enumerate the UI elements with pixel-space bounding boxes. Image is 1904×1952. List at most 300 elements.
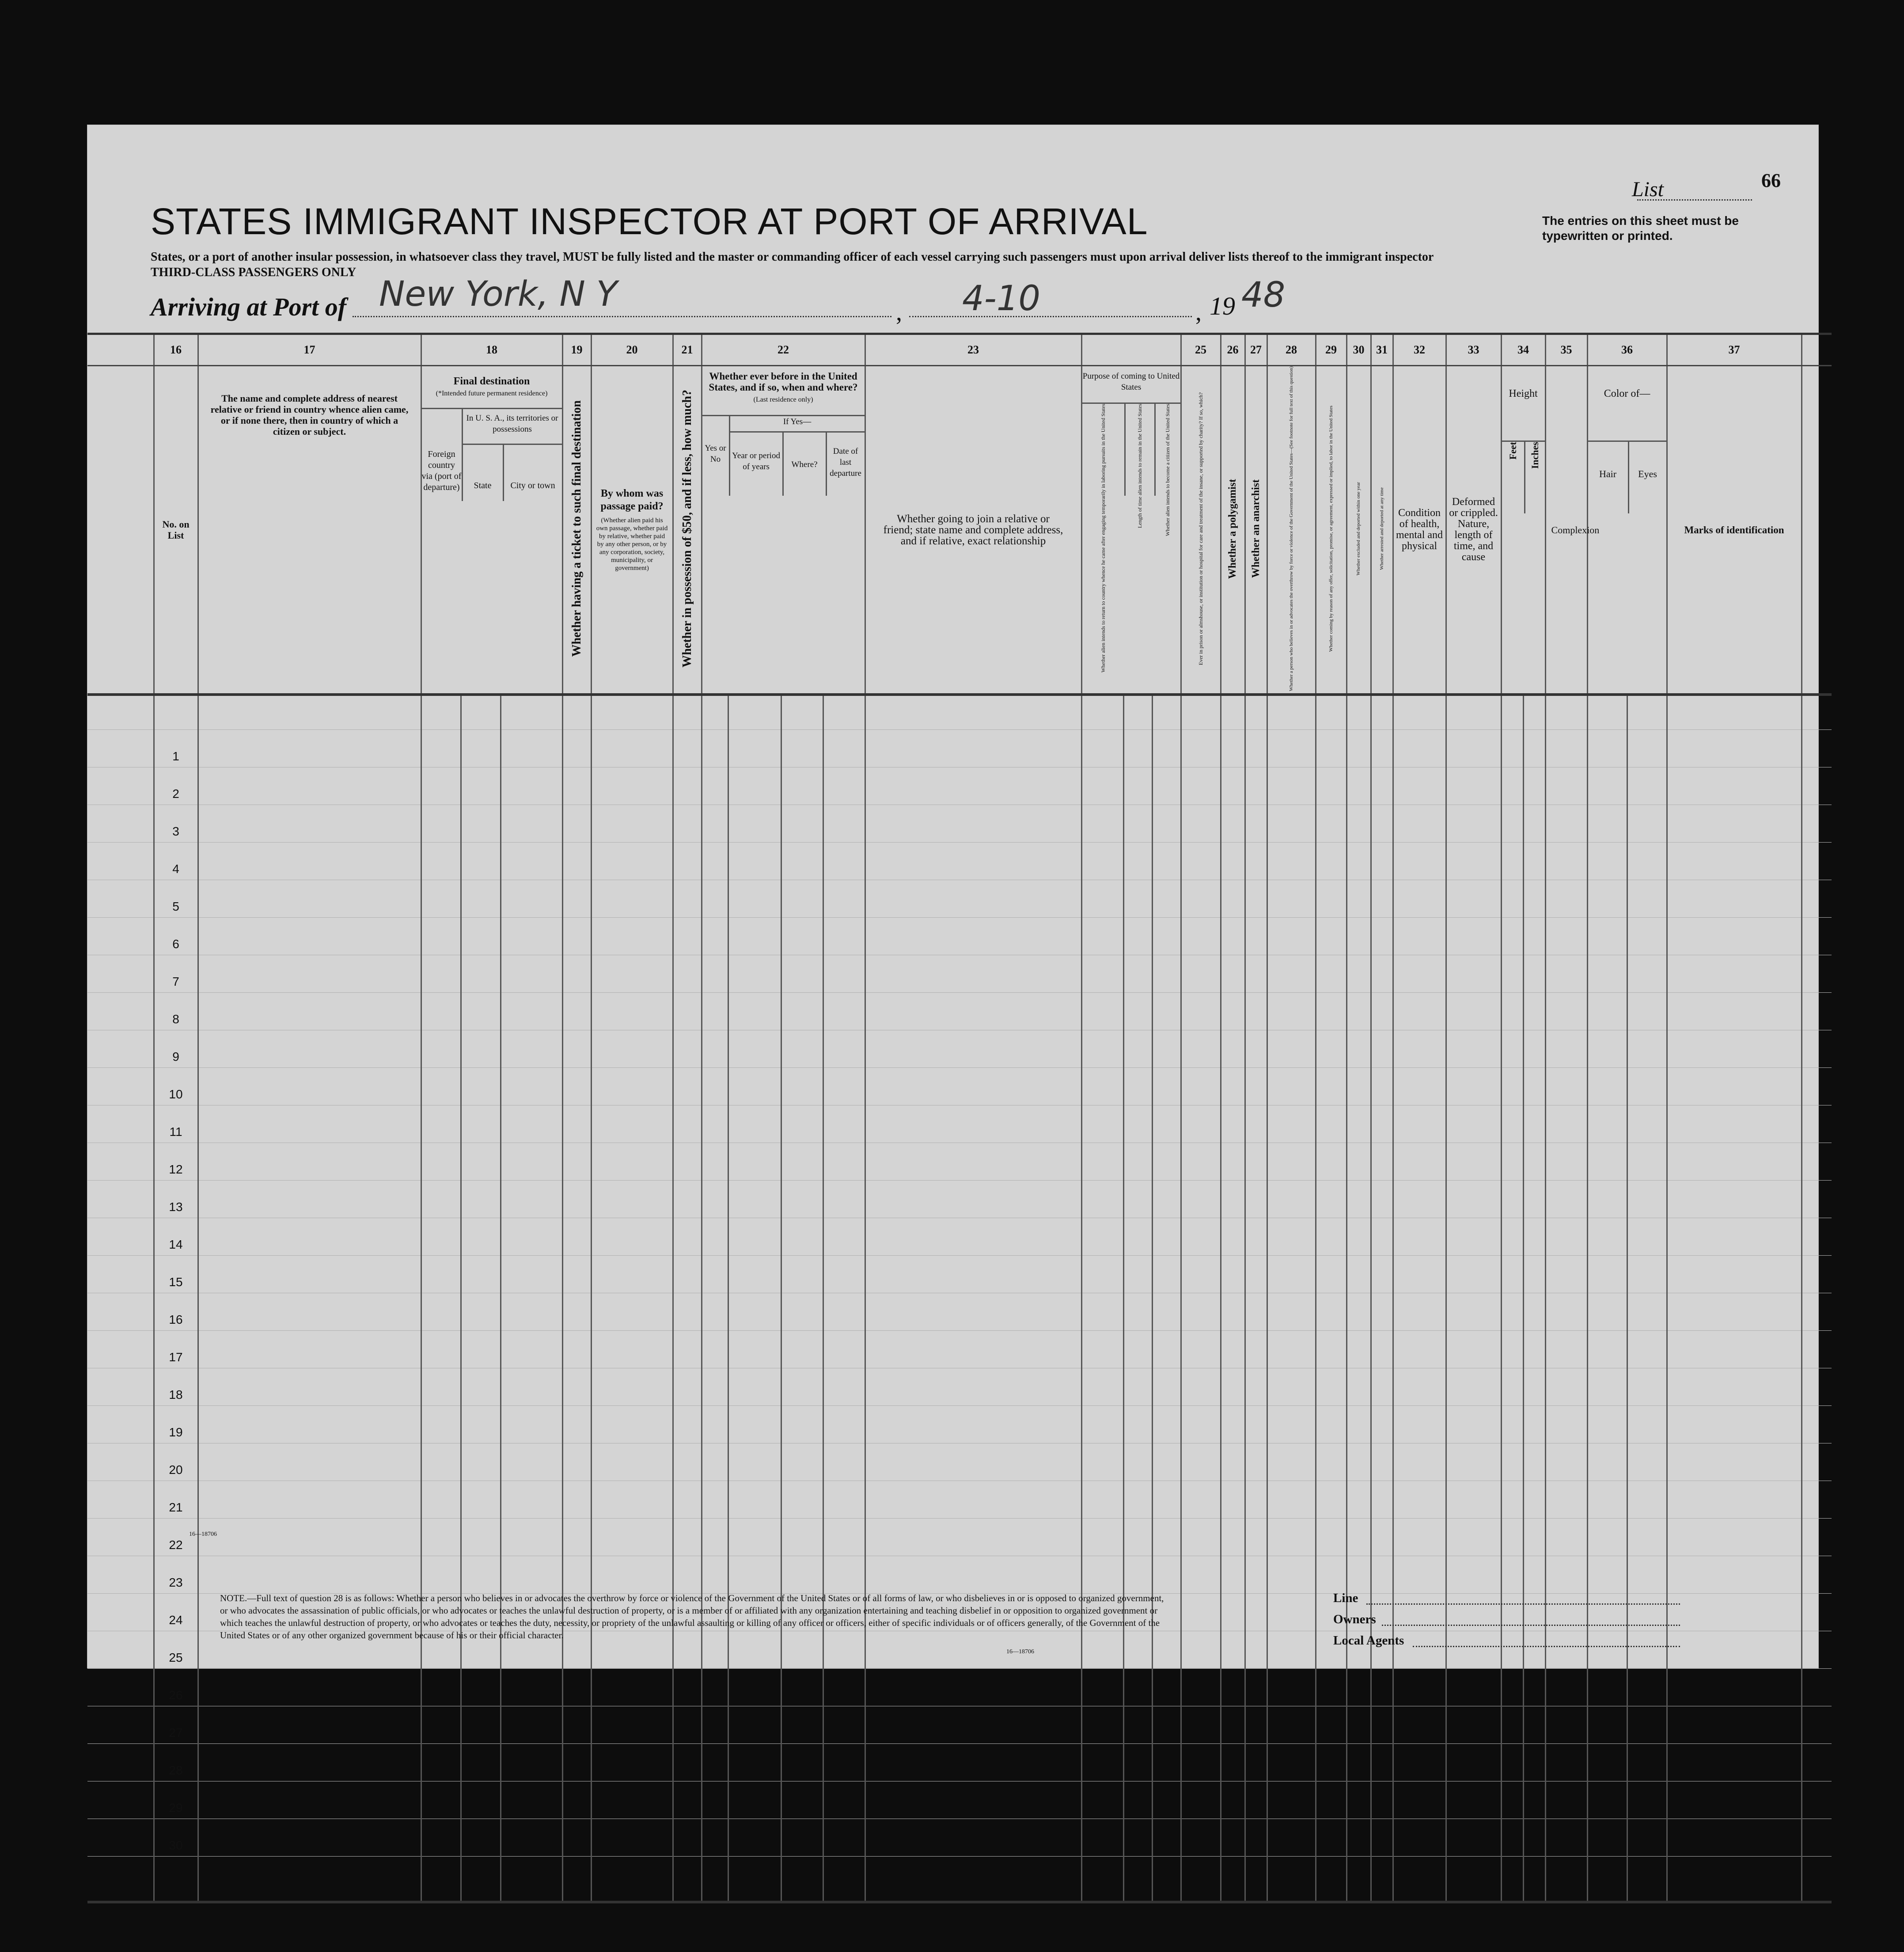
row-number: 12 bbox=[154, 1143, 198, 1181]
spacer-row bbox=[87, 695, 1832, 730]
row-number: 17 bbox=[154, 1331, 198, 1368]
table-cell bbox=[1545, 730, 1587, 767]
table-cell bbox=[1181, 918, 1221, 955]
table-cell bbox=[1181, 1819, 1221, 1857]
table-cell bbox=[1181, 805, 1221, 843]
table-cell bbox=[673, 1519, 702, 1556]
hdr-final-destination bbox=[422, 366, 562, 409]
table-cell bbox=[1371, 695, 1393, 730]
table-cell bbox=[1081, 1744, 1123, 1781]
table-cell bbox=[1123, 1857, 1152, 1903]
table-cell bbox=[1501, 1706, 1523, 1744]
table-cell bbox=[1152, 1406, 1181, 1443]
table-cell bbox=[1523, 1481, 1545, 1519]
table-cell bbox=[1221, 1030, 1245, 1068]
table-cell bbox=[1545, 1706, 1587, 1744]
table-cell bbox=[781, 1368, 823, 1406]
table-cell bbox=[1446, 1519, 1501, 1556]
table-cell bbox=[781, 1406, 823, 1443]
table-cell bbox=[728, 1331, 781, 1368]
table-cell bbox=[1627, 1068, 1667, 1105]
table-cell bbox=[728, 1481, 781, 1519]
table-cell bbox=[673, 1819, 702, 1857]
table-cell bbox=[1802, 1706, 1832, 1744]
table-cell bbox=[1181, 993, 1221, 1030]
table-cell bbox=[1523, 1669, 1545, 1706]
table-cell bbox=[781, 1819, 823, 1857]
table-cell bbox=[823, 1706, 865, 1744]
table-cell bbox=[421, 1218, 461, 1256]
table-cell bbox=[1346, 767, 1371, 805]
manifest-table bbox=[87, 333, 1832, 1903]
table-cell bbox=[1316, 1406, 1346, 1443]
table-cell bbox=[1802, 1819, 1832, 1857]
table-cell bbox=[591, 1556, 673, 1594]
table-cell bbox=[461, 1368, 501, 1406]
table-cell bbox=[562, 843, 591, 880]
table-cell bbox=[1081, 1781, 1123, 1819]
table-cell bbox=[1587, 1631, 1627, 1669]
table-cell bbox=[1545, 1819, 1587, 1857]
table-cell bbox=[198, 1519, 421, 1556]
table-cell bbox=[823, 1781, 865, 1819]
table-cell bbox=[1523, 695, 1545, 730]
table-cell bbox=[1123, 730, 1152, 767]
table-cell bbox=[591, 1218, 673, 1256]
table-cell bbox=[154, 1857, 198, 1903]
table-cell bbox=[1446, 1105, 1501, 1143]
table-cell bbox=[1501, 918, 1523, 955]
table-cell bbox=[1346, 1030, 1371, 1068]
table-cell bbox=[421, 1819, 461, 1857]
table-cell bbox=[461, 1030, 501, 1068]
table-cell bbox=[1267, 918, 1316, 955]
table-cell bbox=[1802, 767, 1832, 805]
table-cell bbox=[1152, 1068, 1181, 1105]
table-cell bbox=[728, 1857, 781, 1903]
table-cell bbox=[823, 1256, 865, 1293]
table-cell bbox=[1152, 1143, 1181, 1181]
table-cell bbox=[198, 1293, 421, 1331]
table-cell bbox=[1802, 1631, 1832, 1669]
table-cell bbox=[1587, 1519, 1627, 1556]
table-cell bbox=[865, 1556, 1081, 1594]
table-cell bbox=[461, 695, 501, 730]
table-cell bbox=[1501, 880, 1523, 918]
table-cell bbox=[728, 805, 781, 843]
table-row bbox=[87, 1706, 1832, 1744]
hdr-purpose-length: Length of time alien intends to remain in the United States bbox=[1136, 404, 1143, 528]
table-cell bbox=[501, 695, 562, 730]
row-number: 1 bbox=[154, 730, 198, 767]
table-cell bbox=[823, 1293, 865, 1331]
table-cell bbox=[562, 955, 591, 993]
table-cell bbox=[1501, 1781, 1523, 1819]
table-cell bbox=[823, 1331, 865, 1368]
table-cell bbox=[1267, 1443, 1316, 1481]
table-cell bbox=[1267, 1143, 1316, 1181]
table-cell bbox=[1802, 1857, 1832, 1903]
table-cell bbox=[1393, 1744, 1446, 1781]
table-cell bbox=[198, 955, 421, 993]
table-cell bbox=[1245, 843, 1267, 880]
table-cell bbox=[673, 1481, 702, 1519]
table-cell bbox=[1371, 1443, 1393, 1481]
table-cell bbox=[1393, 1669, 1446, 1706]
table-cell bbox=[1501, 1406, 1523, 1443]
table-cell bbox=[1267, 1181, 1316, 1218]
table-cell bbox=[501, 918, 562, 955]
table-cell bbox=[198, 695, 421, 730]
table-cell bbox=[1446, 1293, 1501, 1331]
table-cell bbox=[1123, 805, 1152, 843]
table-row bbox=[87, 1181, 1832, 1218]
table-cell bbox=[87, 1819, 154, 1857]
table-cell bbox=[501, 1181, 562, 1218]
table-cell bbox=[1545, 1143, 1587, 1181]
entries-note: The entries on this sheet must be typewritten or printed. bbox=[1542, 214, 1739, 243]
table-cell bbox=[1393, 955, 1446, 993]
table-cell bbox=[1371, 1256, 1393, 1293]
table-cell bbox=[1152, 805, 1181, 843]
table-cell bbox=[865, 1706, 1081, 1744]
hdr-q30: Whether excluded and deported within one year bbox=[1356, 482, 1362, 576]
final-destination-note: (*Intended future permanent residence) bbox=[436, 390, 548, 397]
table-cell bbox=[87, 1105, 154, 1143]
table-cell bbox=[865, 1781, 1081, 1819]
table-cell bbox=[1152, 1706, 1181, 1744]
table-cell bbox=[87, 1857, 154, 1903]
table-cell bbox=[1081, 1519, 1123, 1556]
table-cell bbox=[1267, 993, 1316, 1030]
table-cell bbox=[1802, 1293, 1832, 1331]
table-cell bbox=[562, 1744, 591, 1781]
table-cell bbox=[1081, 730, 1123, 767]
table-cell bbox=[1627, 695, 1667, 730]
table-cell bbox=[781, 1218, 823, 1256]
table-cell bbox=[1267, 1481, 1316, 1519]
table-cell bbox=[1245, 1406, 1267, 1443]
table-cell bbox=[1371, 1744, 1393, 1781]
hdr-inches: Inches bbox=[1529, 442, 1541, 469]
table-cell bbox=[1545, 1781, 1587, 1819]
table-cell bbox=[865, 1406, 1081, 1443]
table-cell bbox=[1152, 1181, 1181, 1218]
table-cell bbox=[673, 993, 702, 1030]
table-cell bbox=[1371, 1143, 1393, 1181]
table-cell bbox=[1316, 805, 1346, 843]
table-cell bbox=[87, 1781, 154, 1819]
table-cell bbox=[461, 1218, 501, 1256]
table-cell bbox=[461, 955, 501, 993]
table-cell bbox=[591, 1744, 673, 1781]
table-cell bbox=[865, 1218, 1081, 1256]
table-cell bbox=[1123, 1218, 1152, 1256]
table-cell bbox=[1587, 918, 1627, 955]
table-cell bbox=[1123, 1556, 1152, 1594]
table-cell bbox=[1393, 1143, 1446, 1181]
table-cell bbox=[461, 918, 501, 955]
table-cell bbox=[823, 767, 865, 805]
table-cell bbox=[1123, 1368, 1152, 1406]
table-cell bbox=[1627, 1105, 1667, 1143]
table-cell bbox=[1446, 1556, 1501, 1594]
table-cell bbox=[781, 1706, 823, 1744]
table-cell bbox=[1316, 1519, 1346, 1556]
hdr-state: State bbox=[474, 481, 492, 490]
table-cell bbox=[501, 1781, 562, 1819]
table-cell bbox=[1245, 1181, 1267, 1218]
table-cell bbox=[1545, 1443, 1587, 1481]
table-cell bbox=[1446, 1744, 1501, 1781]
table-cell bbox=[1446, 1030, 1501, 1068]
table-cell bbox=[1267, 1556, 1316, 1594]
table-cell bbox=[87, 1443, 154, 1481]
row-number: 27 bbox=[154, 1706, 198, 1744]
table-cell bbox=[1667, 843, 1802, 880]
table-cell bbox=[1081, 1368, 1123, 1406]
table-cell bbox=[1346, 1256, 1371, 1293]
table-cell bbox=[1081, 805, 1123, 843]
list-number: 66 bbox=[1761, 170, 1781, 191]
table-cell bbox=[198, 1706, 421, 1744]
hdr-condition: Condition of health, mental and physical bbox=[1393, 366, 1446, 695]
table-cell bbox=[198, 1443, 421, 1481]
table-cell bbox=[1267, 1293, 1316, 1331]
table-row bbox=[87, 1481, 1832, 1519]
note-form-number: 16—18706 bbox=[1006, 1648, 1034, 1655]
table-cell bbox=[591, 1443, 673, 1481]
table-cell bbox=[1316, 1443, 1346, 1481]
table-cell bbox=[1523, 1256, 1545, 1293]
table-cell bbox=[728, 1368, 781, 1406]
table-cell bbox=[421, 695, 461, 730]
table-cell bbox=[1181, 1293, 1221, 1331]
table-row bbox=[87, 993, 1832, 1030]
table-cell bbox=[823, 1857, 865, 1903]
table-cell bbox=[154, 695, 198, 730]
table-cell bbox=[865, 1181, 1081, 1218]
table-cell bbox=[673, 1744, 702, 1781]
table-cell bbox=[1501, 1519, 1523, 1556]
table-cell bbox=[1667, 1706, 1802, 1744]
table-cell bbox=[673, 1556, 702, 1594]
table-cell bbox=[865, 730, 1081, 767]
table-cell bbox=[461, 843, 501, 880]
table-cell bbox=[1371, 767, 1393, 805]
year-handwritten: 48 bbox=[1241, 275, 1286, 315]
table-cell bbox=[1523, 730, 1545, 767]
table-row bbox=[87, 1744, 1832, 1781]
table-cell bbox=[865, 1331, 1081, 1368]
table-cell bbox=[1316, 843, 1346, 880]
table-cell bbox=[1267, 1594, 1316, 1631]
table-cell bbox=[1802, 1331, 1832, 1368]
table-cell bbox=[1667, 1556, 1802, 1594]
table-cell bbox=[501, 1143, 562, 1181]
table-cell bbox=[1245, 1556, 1267, 1594]
table-cell bbox=[1316, 767, 1346, 805]
table-cell bbox=[823, 1819, 865, 1857]
table-cell bbox=[1446, 1706, 1501, 1744]
table-cell bbox=[591, 1105, 673, 1143]
table-cell bbox=[1123, 993, 1152, 1030]
owners-label: Owners bbox=[1333, 1612, 1376, 1626]
row-number: 13 bbox=[154, 1181, 198, 1218]
table-cell bbox=[1393, 1519, 1446, 1556]
table-cell bbox=[1245, 1744, 1267, 1781]
table-cell bbox=[1667, 1068, 1802, 1105]
table-cell bbox=[865, 1143, 1081, 1181]
table-cell bbox=[823, 993, 865, 1030]
table-cell bbox=[198, 1256, 421, 1293]
table-cell bbox=[781, 1443, 823, 1481]
table-cell bbox=[1123, 1481, 1152, 1519]
table-cell bbox=[198, 1068, 421, 1105]
table-cell bbox=[702, 918, 728, 955]
table-cell bbox=[1081, 1068, 1123, 1105]
table-cell bbox=[1667, 730, 1802, 767]
table-cell bbox=[591, 843, 673, 880]
table-cell bbox=[1267, 1406, 1316, 1443]
table-cell bbox=[702, 1857, 728, 1903]
table-cell bbox=[1371, 1218, 1393, 1256]
table-cell bbox=[1501, 1181, 1523, 1218]
table-cell bbox=[421, 1256, 461, 1293]
table-cell bbox=[1501, 993, 1523, 1030]
table-cell bbox=[1501, 1443, 1523, 1481]
table-cell bbox=[1523, 1368, 1545, 1406]
table-cell bbox=[1081, 767, 1123, 805]
table-cell bbox=[1587, 730, 1627, 767]
table-cell bbox=[591, 1368, 673, 1406]
table-cell bbox=[421, 1781, 461, 1819]
table-cell bbox=[1802, 1181, 1832, 1218]
table-cell bbox=[1221, 1744, 1245, 1781]
row-number: 4 bbox=[154, 843, 198, 880]
table-cell bbox=[1221, 1706, 1245, 1744]
hdr-q31: Whether arrested and deported at any time bbox=[1379, 487, 1384, 570]
table-cell bbox=[1081, 1669, 1123, 1706]
table-cell bbox=[1446, 1669, 1501, 1706]
table-cell bbox=[728, 1105, 781, 1143]
table-cell bbox=[1316, 1368, 1346, 1406]
port-handwritten: New York, N Y bbox=[379, 274, 618, 314]
table-cell bbox=[591, 993, 673, 1030]
table-cell bbox=[1667, 1443, 1802, 1481]
table-cell bbox=[728, 880, 781, 918]
table-cell bbox=[1587, 1181, 1627, 1218]
table-cell bbox=[421, 880, 461, 918]
table-cell bbox=[1081, 1481, 1123, 1519]
table-cell bbox=[1501, 805, 1523, 843]
table-cell bbox=[1245, 1030, 1267, 1068]
hdr-purpose: Purpose of coming to United States bbox=[1082, 366, 1180, 404]
table-cell bbox=[1316, 1331, 1346, 1368]
table-cell bbox=[1501, 730, 1523, 767]
table-cell bbox=[1316, 1218, 1346, 1256]
table-cell bbox=[1446, 1481, 1501, 1519]
table-cell bbox=[1123, 1143, 1152, 1181]
table-cell bbox=[198, 880, 421, 918]
table-cell bbox=[501, 1519, 562, 1556]
table-cell bbox=[1123, 1331, 1152, 1368]
table-cell bbox=[1346, 1406, 1371, 1443]
table-cell bbox=[1587, 1781, 1627, 1819]
table-cell bbox=[1371, 1105, 1393, 1143]
table-cell bbox=[1627, 1744, 1667, 1781]
table-cell bbox=[781, 1331, 823, 1368]
table-cell bbox=[1501, 1669, 1523, 1706]
table-cell bbox=[823, 1218, 865, 1256]
table-cell bbox=[1181, 1519, 1221, 1556]
table-cell bbox=[562, 1706, 591, 1744]
table-cell bbox=[198, 918, 421, 955]
table-row bbox=[87, 1068, 1832, 1105]
owners-dotline bbox=[1382, 1625, 1680, 1626]
table-cell bbox=[562, 1556, 591, 1594]
table-cell bbox=[1245, 1594, 1267, 1631]
table-cell bbox=[501, 1256, 562, 1293]
table-cell bbox=[461, 1706, 501, 1744]
table-cell bbox=[1667, 1218, 1802, 1256]
table-cell bbox=[1501, 1744, 1523, 1781]
table-cell bbox=[1316, 1030, 1346, 1068]
table-cell bbox=[823, 805, 865, 843]
table-cell bbox=[673, 1030, 702, 1068]
col-34: 34 bbox=[1501, 334, 1545, 366]
table-cell bbox=[562, 1519, 591, 1556]
table-cell bbox=[1393, 1105, 1446, 1143]
table-cell bbox=[1221, 1857, 1245, 1903]
table-cell bbox=[1501, 1030, 1523, 1068]
table-cell bbox=[1545, 1744, 1587, 1781]
row-number: 15 bbox=[154, 1256, 198, 1293]
table-cell bbox=[728, 1218, 781, 1256]
table-cell bbox=[87, 1218, 154, 1256]
table-cell bbox=[1523, 1519, 1545, 1556]
table-cell bbox=[1123, 1781, 1152, 1819]
table-cell bbox=[562, 1443, 591, 1481]
table-cell bbox=[461, 1556, 501, 1594]
table-cell bbox=[1587, 843, 1627, 880]
row-number: 3 bbox=[154, 805, 198, 843]
table-cell bbox=[1587, 1819, 1627, 1857]
table-cell bbox=[421, 1706, 461, 1744]
table-cell bbox=[1587, 1256, 1627, 1293]
table-cell bbox=[702, 993, 728, 1030]
table-cell bbox=[673, 955, 702, 993]
hdr-foreign-country: Foreign country via (port of departure) bbox=[421, 449, 462, 492]
table-cell bbox=[1587, 1669, 1627, 1706]
list-dotline bbox=[1637, 199, 1752, 201]
table-cell bbox=[1152, 1744, 1181, 1781]
table-cell bbox=[1393, 993, 1446, 1030]
table-cell bbox=[1627, 1181, 1667, 1218]
row-number: 26 bbox=[154, 1669, 198, 1706]
table-cell bbox=[1152, 1218, 1181, 1256]
table-cell bbox=[591, 1406, 673, 1443]
table-cell bbox=[501, 1368, 562, 1406]
table-cell bbox=[198, 1744, 421, 1781]
table-cell bbox=[1123, 1519, 1152, 1556]
table-cell bbox=[1123, 1669, 1152, 1706]
table-cell bbox=[1802, 1105, 1832, 1143]
table-cell bbox=[1446, 918, 1501, 955]
table-cell bbox=[728, 1669, 781, 1706]
table-cell bbox=[728, 767, 781, 805]
table-cell bbox=[865, 1669, 1081, 1706]
